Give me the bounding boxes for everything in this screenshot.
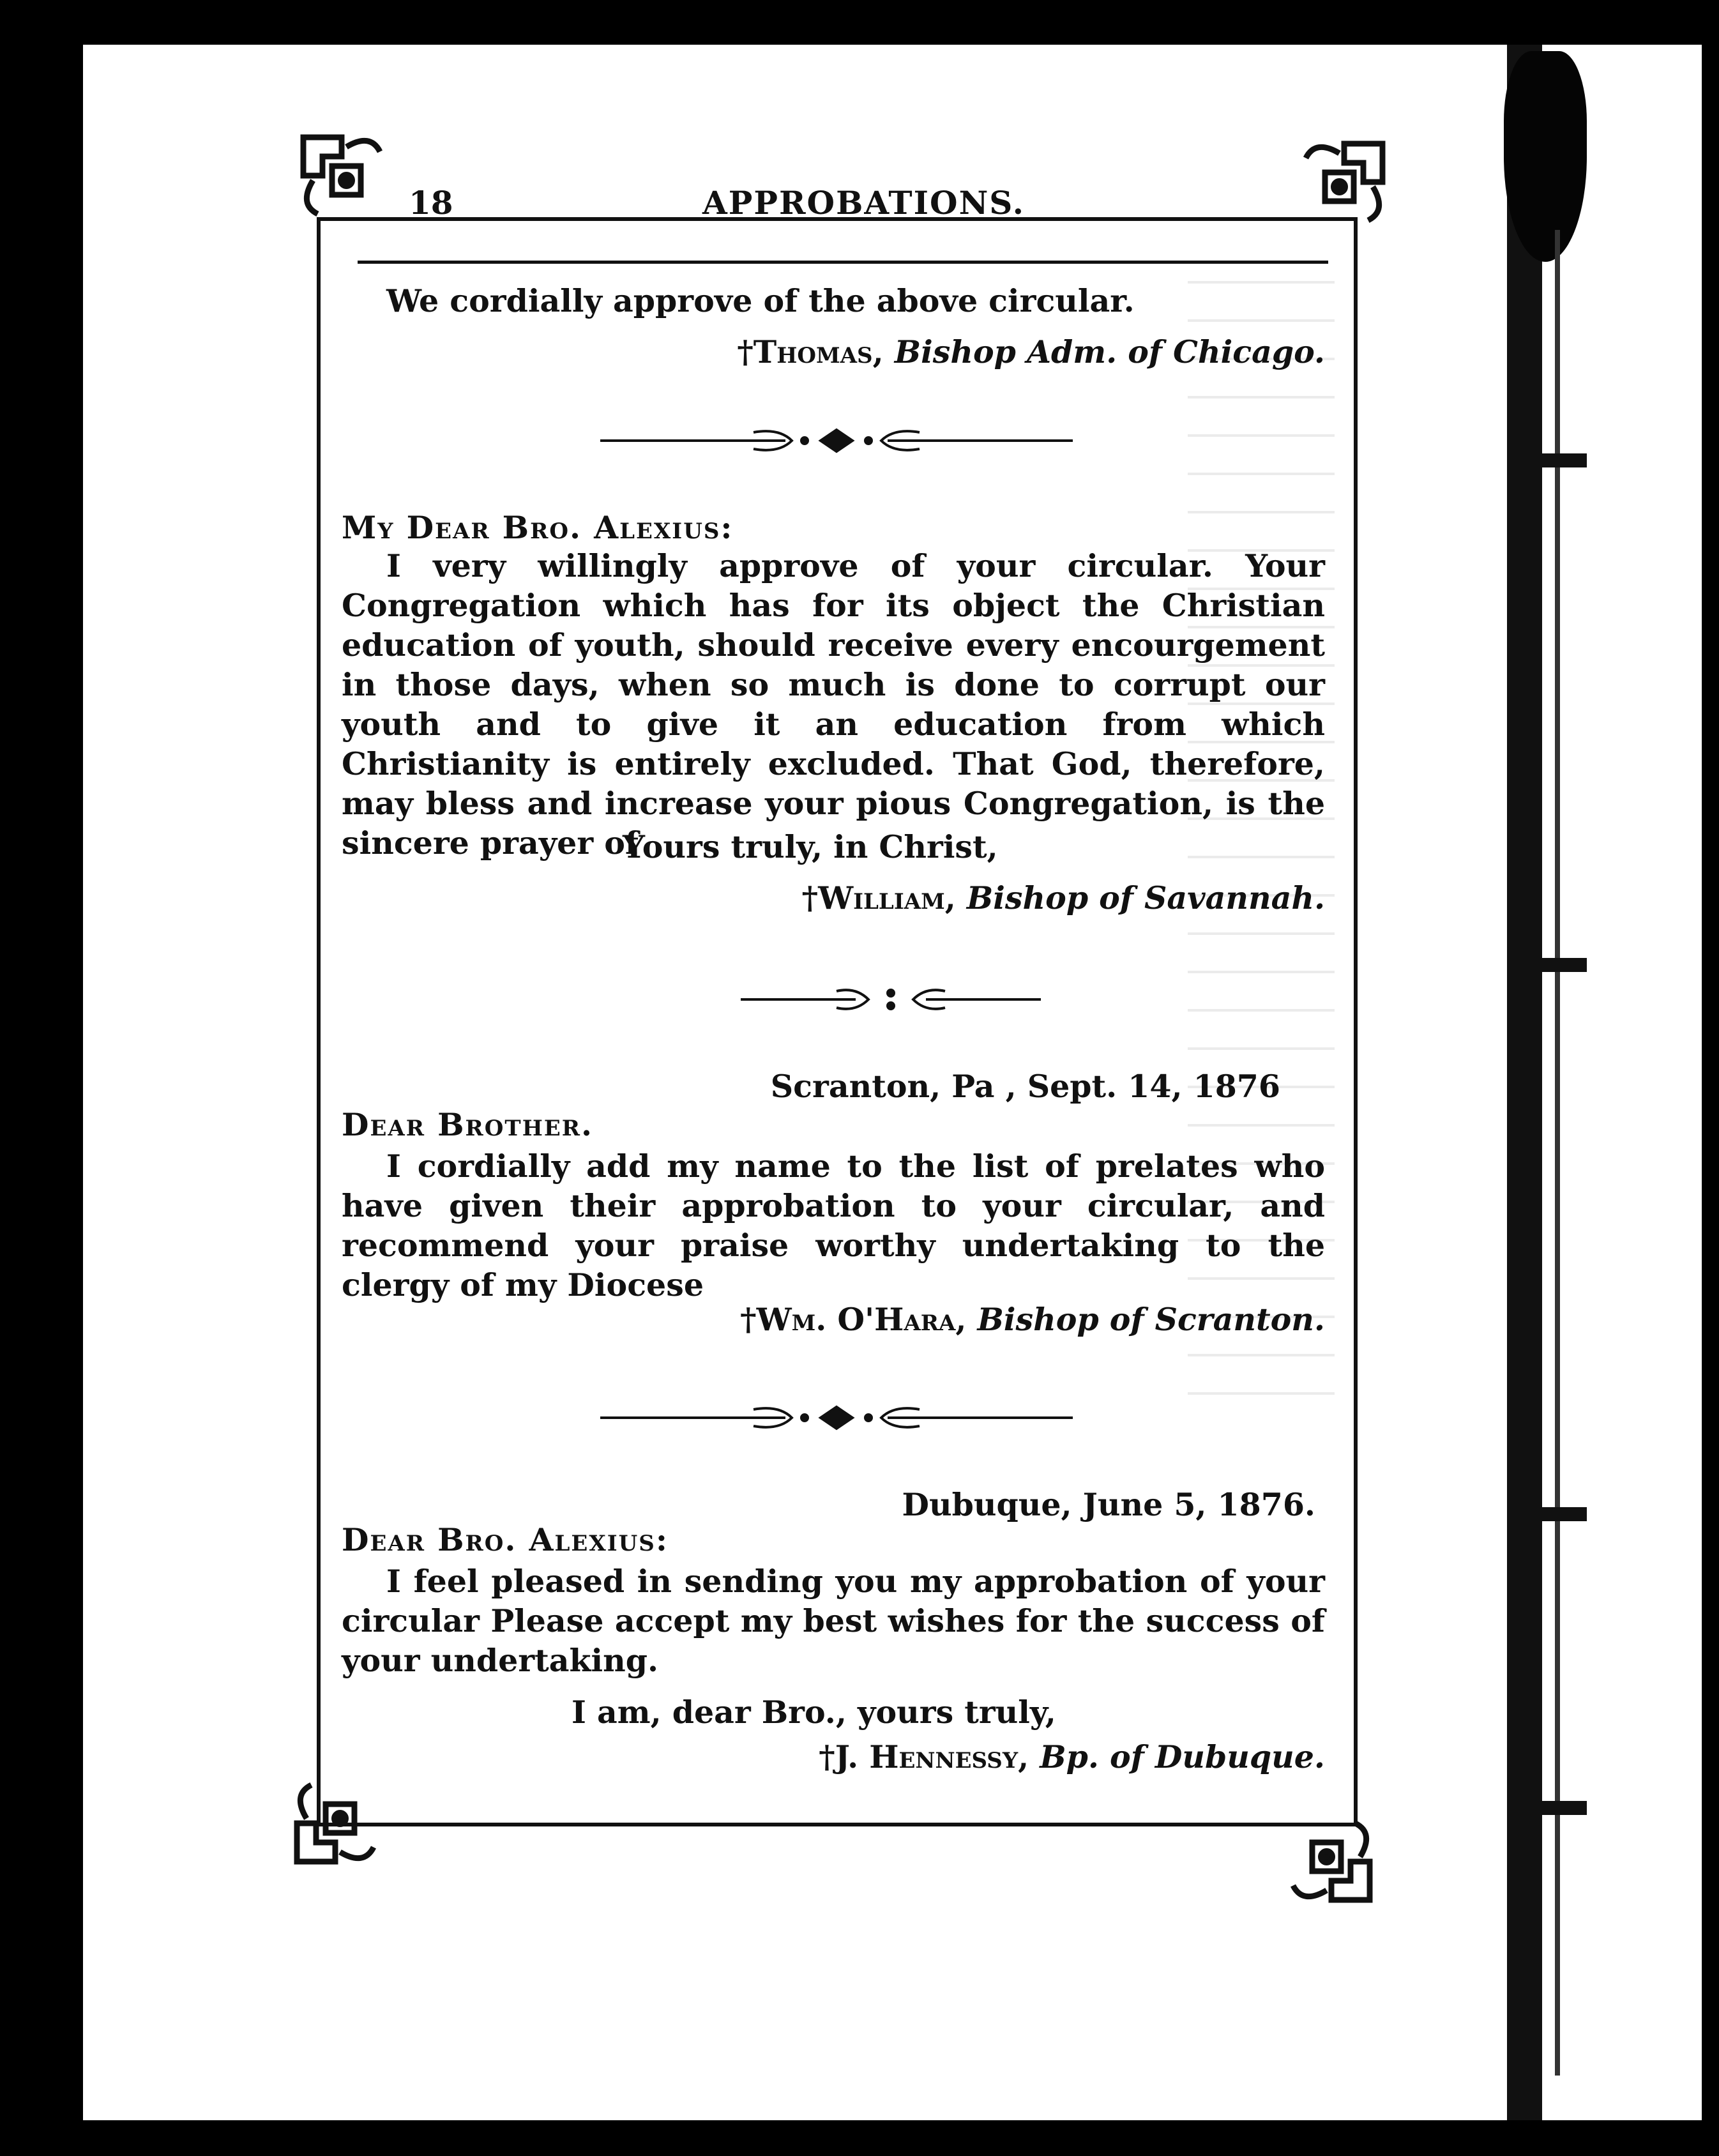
letter-3-salutation: Dear Brother. [342,1106,594,1143]
signature-title: Bp. of Dubuque. [1040,1738,1325,1775]
letter-4-salutation: Dear Bro. Alexius: [342,1521,669,1558]
divider-ornament-icon [600,1402,1073,1434]
corner-ornament-icon [1296,134,1392,230]
signature-title: Bishop of Savannah. [966,879,1325,916]
running-head: APPROBATIONS. [702,184,1026,222]
divider-ornament-icon [741,983,1041,1015]
letter-3-dateline: Scranton, Pa , Sept. 14, 1876 [770,1068,1280,1105]
letter-3-body: I cordially add my name to the list of prelates who have given their approbation to your circular, and recommend your praise worthy undertaking to the clergy of my Diocese [342,1148,1325,1303]
binding-tie [1529,1801,1587,1815]
letter-2-salutation: My Dear Bro. Alexius: [342,509,734,546]
binding-thread [1555,230,1560,2076]
signature-title: Bishop Adm. of Chicago. [894,333,1325,370]
signature-name: †Wm. O'Hara, [739,1301,967,1338]
signature-name: †William, [801,879,956,916]
corner-ornament-icon [294,128,390,224]
letter-4-signature [342,1737,1325,1777]
binding-tie [1529,1507,1587,1521]
letter-1-signature [342,332,1325,372]
letter-2-signature [342,878,1325,918]
letter-4-dateline: Dubuque, June 5, 1876. [902,1486,1315,1523]
page-header [409,184,1303,229]
letter-3-signature [342,1300,1325,1339]
binding-tie [1529,453,1587,467]
binding-tie [1529,958,1587,972]
divider-ornament-icon [600,425,1073,457]
signature-title: Bishop of Scranton. [977,1301,1325,1338]
letter-2-closing: Yours truly, in Christ, [623,828,998,865]
letter-4-body: I feel pleased in sending you my approbation of your circular Please accept my best wishes for the success of your undertaking. [342,1563,1325,1679]
page-number: 18 [409,184,453,222]
signature-name: †Thomas, [737,333,884,370]
letter-2-body: I very willingly approve of your circular. Your Congregation which has for its object the Christian education of youth, should receive every encourgement in those days, when so much is done to corrupt our youth and to give it an education from which Christianity is entirely excluded. That God, therefore, may bless and increase your pious Congregation, is the sincere prayer of [342,547,1325,862]
letter-4-closing: I am, dear Bro., yours truly, [572,1694,1056,1731]
corner-ornament-icon [1284,1814,1379,1909]
corner-ornament-icon [287,1775,383,1871]
letter-1-body: We cordially approve of the above circular. [386,282,1135,319]
binding-blot [1504,51,1587,262]
header-rule [358,261,1328,264]
signature-name: †J. Hennessy, [819,1738,1029,1775]
